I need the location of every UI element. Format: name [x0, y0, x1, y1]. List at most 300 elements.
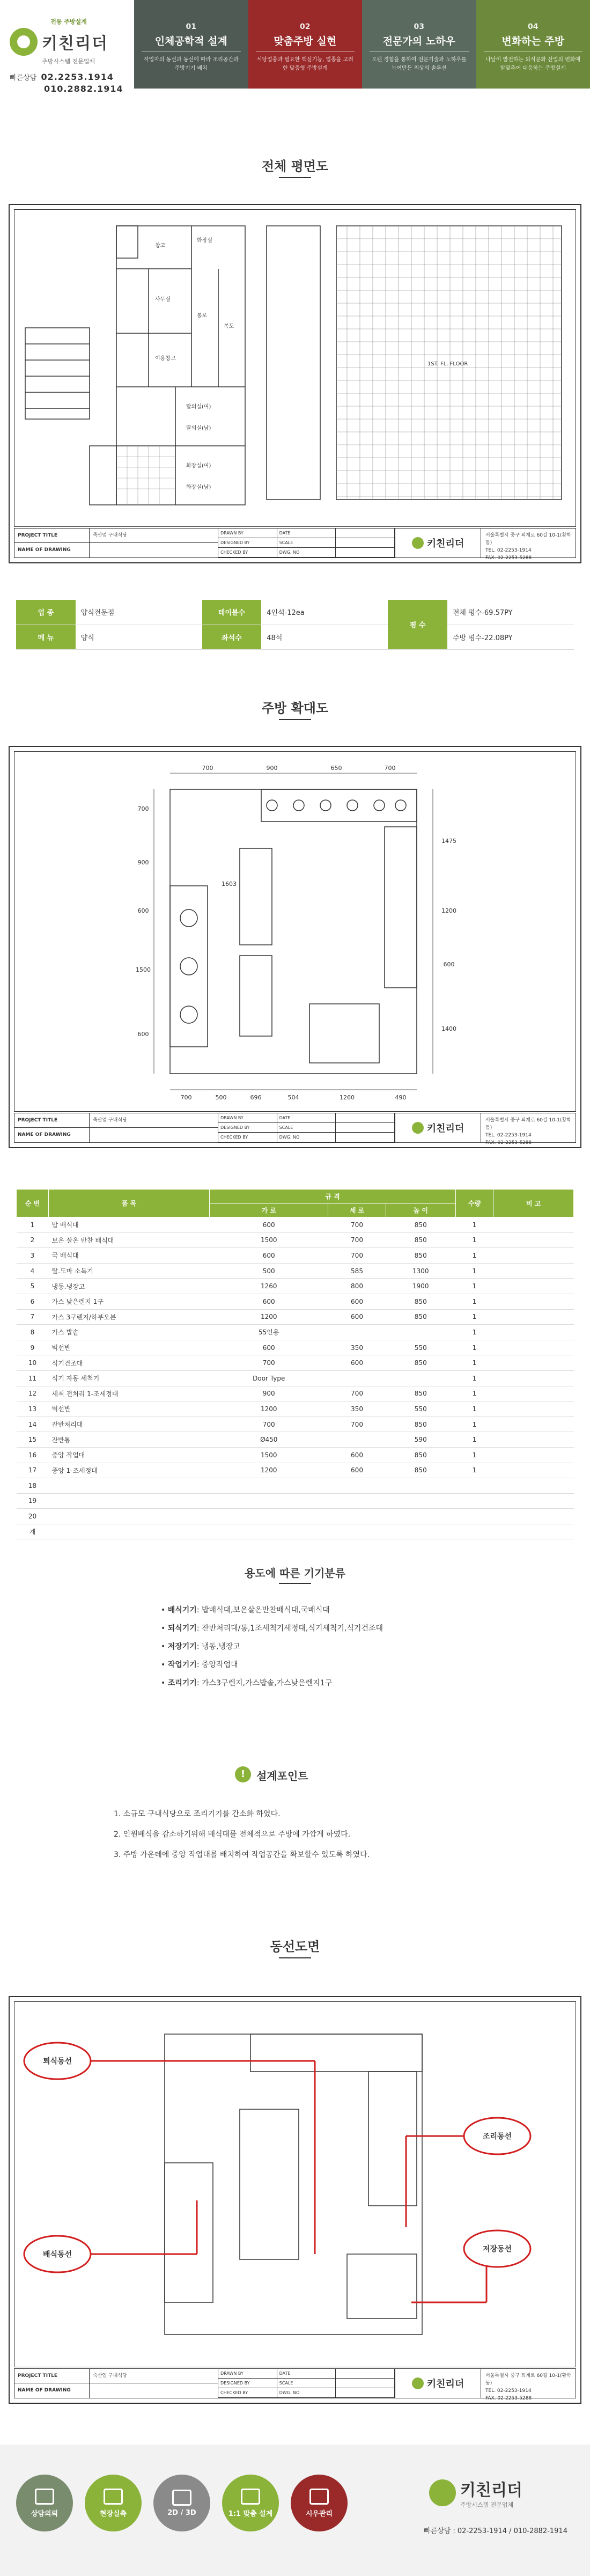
use-label: 작업기기 — [167, 1661, 197, 1669]
cell-h: 590 — [386, 1432, 455, 1448]
panel-title: 맞춤주방 실현 — [256, 33, 355, 52]
cell-q: 1 — [456, 1263, 493, 1279]
room-label: 이용창고 — [155, 356, 176, 362]
cell-note — [493, 1432, 574, 1448]
tb-address: 서울특별시 중구 퇴계로 60길 10-1(황학동) — [485, 533, 571, 546]
cell-name: 밥 배식대 — [49, 1217, 210, 1233]
dim-label: 504 — [287, 1094, 299, 1101]
room-label: 탈의실(여) — [186, 404, 211, 410]
dim-label: 900 — [137, 859, 149, 866]
cell-d: 600 — [328, 1294, 386, 1309]
list-item: • 되식기기: 잔반처리대/통,1조세척기세정대,식기세척기,식기건조대 — [161, 1624, 384, 1633]
room-label: 사무실 — [155, 297, 171, 303]
brand-logo[interactable] — [10, 28, 128, 56]
table-row — [17, 1232, 574, 1248]
cell-q: 1 — [456, 1386, 493, 1401]
cell-q: 1 — [456, 1217, 493, 1233]
cell-note — [493, 1401, 574, 1417]
cell-no: 10 — [17, 1355, 49, 1371]
table-row — [17, 1309, 574, 1325]
flow-label-storage: 저장동선 — [482, 2245, 512, 2254]
kitchen-drawing — [9, 746, 581, 1148]
cell-no: 6 — [17, 1294, 49, 1309]
footer-brand-name: 키친리더 — [460, 2481, 522, 2500]
step-icon — [172, 2490, 191, 2506]
title-underline — [279, 177, 311, 178]
cell-note — [493, 1524, 574, 1539]
cell-w: 55인용 — [210, 1325, 328, 1340]
table-row — [17, 1478, 574, 1494]
kitchen-svg — [14, 752, 577, 1109]
title-underline — [279, 719, 311, 720]
cell-w: 1500 — [210, 1447, 328, 1463]
tb-cell: DESIGNED BY — [218, 2379, 277, 2388]
tb-brand: 키친리더 — [426, 538, 464, 549]
col-no: 순 번 — [17, 1190, 49, 1217]
cell-h — [386, 1493, 455, 1509]
process-step[interactable] — [222, 2475, 279, 2531]
use-text: : 중앙작업대 — [196, 1661, 238, 1669]
logo-mark-icon — [429, 2479, 456, 2506]
info-label: 테이블수 — [202, 600, 262, 625]
cell-w: Door Type — [210, 1370, 328, 1386]
panel-text: 작업자의 동선과 동선에 따라 조리공간과 주방기기 배치 — [143, 57, 239, 71]
list-item: 1. 소규모 구내식당으로 조리기기를 간소화 하였다. — [114, 1810, 281, 1818]
cell-d: 700 — [328, 1417, 386, 1432]
info-value: 48석 — [261, 625, 388, 649]
floor-plan-drawing — [9, 204, 581, 563]
table-row — [17, 1325, 574, 1340]
dim-label: 490 — [395, 1094, 407, 1101]
tb-cell: DRAWN BY — [218, 2369, 277, 2379]
dim-label: 650 — [330, 765, 342, 772]
uses-list — [161, 1601, 536, 1692]
feature-panels — [134, 0, 590, 89]
cell-no: 계 — [17, 1524, 49, 1539]
tb-cell: DRAWN BY — [218, 1113, 277, 1123]
cell-h: 1900 — [386, 1279, 455, 1294]
dim-label: 1400 — [441, 1025, 456, 1032]
feature-panel-1 — [134, 0, 248, 89]
cell-note — [493, 1370, 574, 1386]
cell-name — [49, 1524, 210, 1539]
dim-label: 700 — [180, 1094, 192, 1101]
use-label: 배식기기 — [167, 1606, 197, 1614]
flow-section-title: 동선도면 — [270, 1939, 320, 1954]
cell-d — [328, 1325, 386, 1340]
cell-d: 700 — [328, 1217, 386, 1233]
step-icon — [241, 2489, 260, 2505]
cell-note — [493, 1325, 574, 1340]
plan-section-title: 전체 평면도 — [261, 159, 329, 174]
cell-note — [493, 1232, 574, 1248]
cell-q — [456, 1524, 493, 1539]
table-row — [17, 1386, 574, 1401]
cell-q: 1 — [456, 1248, 493, 1264]
page-header — [0, 0, 590, 94]
room-label: 창고 — [155, 243, 166, 249]
cell-d: 700 — [328, 1386, 386, 1401]
brand-subtitle: 주방시스템 전문업체 — [42, 58, 95, 65]
cell-w: 700 — [210, 1417, 328, 1432]
cell-h: 550 — [386, 1401, 455, 1417]
cell-h: 1300 — [386, 1263, 455, 1279]
list-item: • 조리기기: 가스3구렌지,가스밥솥,가스낮은렌지1구 — [161, 1679, 333, 1687]
col-spec: 규 격 — [210, 1190, 456, 1203]
cell-q — [456, 1509, 493, 1524]
table-row — [17, 1401, 574, 1417]
cell-no: 15 — [17, 1432, 49, 1448]
cell-w — [210, 1493, 328, 1509]
flow-drawing — [9, 1996, 581, 2404]
cell-d: 600 — [328, 1309, 386, 1325]
cell-no: 3 — [17, 1248, 49, 1264]
process-step[interactable] — [153, 2475, 210, 2531]
cell-d — [328, 1370, 386, 1386]
list-item: • 저장기기: 냉동,냉장고 — [161, 1642, 241, 1651]
flow-label-cook: 조리동선 — [482, 2132, 512, 2141]
feature-panel-3 — [362, 0, 476, 89]
cell-d: 600 — [328, 1447, 386, 1463]
tb-cell: CHECKED BY — [218, 1133, 277, 1142]
cell-no: 5 — [17, 1279, 49, 1294]
tb-fax: FAX. 02-2253-5288 — [485, 1140, 532, 1146]
cell-q: 1 — [456, 1340, 493, 1355]
dim-label: 600 — [137, 1031, 149, 1038]
tb-cell: DATE — [277, 1113, 336, 1123]
step-label: 상담의뢰 — [31, 2509, 58, 2518]
tb-drawing-label: NAME OF DRAWING — [18, 1132, 71, 1137]
cell-note — [493, 1417, 574, 1432]
tb-drawing-label: NAME OF DRAWING — [18, 547, 71, 553]
cell-h: 850 — [386, 1386, 455, 1401]
cell-w: 1200 — [210, 1309, 328, 1325]
dim-label: 700 — [384, 765, 396, 772]
cell-w: 600 — [210, 1217, 328, 1233]
cell-note — [493, 1493, 574, 1509]
process-step[interactable] — [291, 2475, 348, 2531]
cell-name: 국 배식대 — [49, 1248, 210, 1264]
drawing-area — [14, 2001, 576, 2367]
title-block — [14, 1113, 576, 1146]
table-row — [17, 1217, 574, 1233]
panel-number: 04 — [528, 23, 539, 31]
cell-note — [493, 1509, 574, 1524]
panel-text: 식당업종과 필요한 핵심기능, 업종을 고려한 맞춤형 주방설계 — [256, 57, 353, 71]
footer-contact[interactable]: 빠른상담 : 02-2253-1914 / 010-2882-1914 — [424, 2527, 567, 2535]
flow-svg — [14, 2002, 577, 2365]
page-footer — [0, 2445, 590, 2576]
process-step[interactable] — [85, 2475, 142, 2531]
cell-d: 700 — [328, 1232, 386, 1248]
tb-brand: 키친리더 — [426, 1123, 464, 1134]
cell-name: 가스 3구렌지/하부오븐 — [49, 1309, 210, 1325]
tb-project-label: PROJECT TITLE — [14, 529, 89, 543]
cell-name: 가스 밥솥 — [49, 1325, 210, 1340]
business-info-table — [16, 600, 574, 650]
tb-address: 서울특별시 중구 퇴계로 60길 10-1(황학동) — [485, 1118, 571, 1131]
col-depth: 세 로 — [328, 1203, 386, 1217]
step-icon — [35, 2489, 54, 2505]
cell-name: 벽선반 — [49, 1340, 210, 1355]
dim-label: 1260 — [340, 1094, 355, 1101]
cell-q — [456, 1478, 493, 1494]
cell-w — [210, 1478, 328, 1494]
feature-panel-4 — [476, 0, 590, 89]
logo-mark-icon — [412, 1122, 424, 1134]
cell-d: 800 — [328, 1279, 386, 1294]
cell-w: 1200 — [210, 1463, 328, 1478]
cell-note — [493, 1263, 574, 1279]
cell-q: 1 — [456, 1355, 493, 1371]
list-item: 3. 주방 가운데에 중앙 작업대를 배치하여 작업공간을 확보할수 있도록 하였다. — [114, 1851, 370, 1859]
dim-label: 700 — [137, 805, 149, 812]
tb-project-label: PROJECT TITLE — [14, 2369, 89, 2383]
tb-tel: TEL. 02-2253-1914 — [485, 548, 532, 553]
cell-d — [328, 1493, 386, 1509]
cell-h — [386, 1325, 455, 1340]
step-label: 현장실측 — [99, 2509, 127, 2518]
open-space-label: 1ST. FL. FLOOR — [427, 361, 468, 367]
use-text: : 밥배식대,보온살온반찬배식대,국배식대 — [196, 1606, 330, 1614]
cell-note — [493, 1340, 574, 1355]
kitchen-section-title: 주방 확대도 — [261, 701, 329, 716]
step-label: 시우관리 — [305, 2509, 333, 2518]
cell-h: 850 — [386, 1309, 455, 1325]
table-row — [17, 1370, 574, 1386]
tb-cell: CHECKED BY — [218, 2388, 277, 2398]
cell-name: 보온 살온 반찬 배식대 — [49, 1232, 210, 1248]
panel-number: 03 — [414, 23, 424, 31]
dim-label: 1603 — [222, 880, 237, 887]
cell-name: 식기 자동 세척기 — [49, 1370, 210, 1386]
cell-no: 19 — [17, 1493, 49, 1509]
cell-no: 18 — [17, 1478, 49, 1494]
step-label: 1:1 맞춤 설계 — [228, 2509, 273, 2518]
cell-note — [493, 1463, 574, 1478]
cell-name — [49, 1478, 210, 1494]
panel-number: 01 — [186, 23, 196, 31]
cell-no: 9 — [17, 1340, 49, 1355]
cell-name: 가스 낮은렌지 1구 — [49, 1294, 210, 1309]
cell-d: 585 — [328, 1263, 386, 1279]
dim-label: 900 — [266, 765, 278, 772]
cell-h: 850 — [386, 1417, 455, 1432]
cell-d: 350 — [328, 1401, 386, 1417]
panel-text: 오랜 경험을 통하여 전문기술과 노하우를 녹여만든 최상의 솔루션 — [371, 57, 467, 71]
panel-title: 변화하는 주방 — [484, 33, 583, 52]
use-text: : 잔반처리대/통,1조세척기세정대,식기세척기,식기건조대 — [196, 1624, 384, 1633]
cell-note — [493, 1294, 574, 1309]
cell-w — [210, 1524, 328, 1539]
tb-project-label: PROJECT TITLE — [14, 1113, 89, 1128]
points-section-title: 설계포인트 — [256, 1770, 308, 1782]
cell-no: 17 — [17, 1463, 49, 1478]
cell-d: 600 — [328, 1355, 386, 1371]
use-label: 되식기기 — [167, 1624, 197, 1633]
flow-label-serve: 배식동선 — [42, 2250, 72, 2259]
col-note: 비 고 — [493, 1190, 574, 1217]
logo-mark-icon — [412, 537, 424, 549]
contact-phone-2[interactable]: 010.2882.1914 — [44, 84, 123, 94]
panel-title: 전문가의 노하우 — [370, 33, 469, 52]
cell-w: 500 — [210, 1263, 328, 1279]
cell-no: 11 — [17, 1370, 49, 1386]
tb-cell: DWG. NO — [277, 2388, 336, 2398]
cell-d: 700 — [328, 1248, 386, 1264]
room-label: 탈의실(남) — [186, 425, 211, 431]
cell-q: 1 — [456, 1370, 493, 1386]
cell-w: 900 — [210, 1386, 328, 1401]
cell-w: 600 — [210, 1294, 328, 1309]
dim-label: 700 — [202, 765, 213, 772]
tb-tel: TEL. 02-2253-1914 — [485, 2388, 532, 2394]
cell-w: 600 — [210, 1340, 328, 1355]
cell-note — [493, 1355, 574, 1371]
cell-q: 1 — [456, 1417, 493, 1432]
cell-name: 벽선반 — [49, 1401, 210, 1417]
cell-note — [493, 1386, 574, 1401]
room-label: 복도 — [224, 324, 234, 329]
cell-q: 1 — [456, 1279, 493, 1294]
tb-cell: DRAWN BY — [218, 529, 277, 538]
col-qty: 수량 — [456, 1190, 493, 1217]
list-item: 2. 인원배식을 감소하기위해 배식대를 전체적으로 주방에 가깝게 하였다. — [114, 1830, 351, 1839]
table-row — [17, 1417, 574, 1432]
cell-h: 850 — [386, 1447, 455, 1463]
cell-name: 냉동.냉장고 — [49, 1279, 210, 1294]
tb-project-value: 죽산업 구내식당 — [90, 1113, 218, 1128]
contact-block — [10, 72, 128, 96]
cell-h: 550 — [386, 1340, 455, 1355]
table-row — [17, 1279, 574, 1294]
dim-label: 500 — [215, 1094, 227, 1101]
step-label: 2D / 3D — [167, 2508, 196, 2517]
table-row — [17, 1447, 574, 1463]
flow-label-return: 퇴식동선 — [42, 2057, 72, 2066]
cell-name: 식기건조대 — [49, 1355, 210, 1371]
use-label: 저장기기 — [167, 1642, 197, 1651]
cell-name — [49, 1509, 210, 1524]
cell-name: 잔반처리대 — [49, 1417, 210, 1432]
cell-d: 600 — [328, 1463, 386, 1478]
cell-h: 850 — [386, 1232, 455, 1248]
room-label: 화장실(남) — [186, 485, 211, 490]
dim-label: 600 — [443, 961, 455, 968]
room-label: 화장실(여) — [186, 463, 211, 469]
logo-mark-icon — [412, 2377, 424, 2389]
cell-note — [493, 1309, 574, 1325]
cell-note — [493, 1279, 574, 1294]
tb-cell: CHECKED BY — [218, 548, 277, 557]
cell-q — [456, 1493, 493, 1509]
table-row — [17, 1524, 574, 1539]
footer-brand-sub: 주방시스템 전문업체 — [460, 2501, 514, 2508]
cell-no: 1 — [17, 1217, 49, 1233]
cell-w: Ø450 — [210, 1432, 328, 1448]
drawing-area — [14, 209, 576, 527]
cell-q: 1 — [456, 1294, 493, 1309]
cell-no: 2 — [17, 1232, 49, 1248]
uses-section-title: 용도에 따른 기기분류 — [245, 1567, 345, 1580]
panel-number: 02 — [300, 23, 311, 31]
panel-title: 인체공학적 설계 — [142, 33, 241, 52]
table-row — [17, 1248, 574, 1264]
col-height: 높 이 — [386, 1203, 455, 1217]
cell-w: 1260 — [210, 1279, 328, 1294]
table-row — [17, 1355, 574, 1371]
panel-text: 나날이 발전하는 외식문화 산업의 변화에 발맞추어 대응하는 주방설계 — [485, 57, 581, 71]
info-label: 좌석수 — [202, 625, 262, 649]
cell-h: 850 — [386, 1294, 455, 1309]
cell-q: 1 — [456, 1232, 493, 1248]
tb-project-value: 죽산업 구내식당 — [90, 2369, 218, 2383]
cell-h — [386, 1478, 455, 1494]
col-name: 품 목 — [49, 1190, 210, 1217]
cell-d — [328, 1524, 386, 1539]
cell-no: 12 — [17, 1386, 49, 1401]
info-value: 4인석-12ea — [261, 600, 388, 625]
brand-block — [10, 17, 128, 96]
cell-no: 7 — [17, 1309, 49, 1325]
cell-h: 850 — [386, 1248, 455, 1264]
cell-w: 700 — [210, 1355, 328, 1371]
cell-no: 13 — [17, 1401, 49, 1417]
cell-note — [493, 1478, 574, 1494]
footer-brand[interactable] — [429, 2477, 522, 2509]
cell-d — [328, 1478, 386, 1494]
cell-q: 1 — [456, 1401, 493, 1417]
tb-cell: DATE — [277, 529, 336, 538]
room-label: 화장실 — [197, 238, 212, 244]
cell-name — [49, 1493, 210, 1509]
dim-label: 1475 — [441, 838, 456, 845]
tb-cell: DESIGNED BY — [218, 1123, 277, 1133]
cell-no: 8 — [17, 1325, 49, 1340]
tb-tel: TEL. 02-2253-1914 — [485, 1133, 532, 1138]
contact-phone-1[interactable]: 02.2253.1914 — [41, 72, 114, 82]
cell-no: 14 — [17, 1417, 49, 1432]
floor-plan-svg — [14, 210, 577, 524]
contact-label: 빠른상담 — [10, 74, 37, 82]
cell-q: 1 — [456, 1309, 493, 1325]
title-underline — [279, 1957, 311, 1958]
tb-cell: DATE — [277, 2369, 336, 2379]
cell-no: 20 — [17, 1509, 49, 1524]
dim-label: 1500 — [136, 966, 151, 973]
tb-cell: DWG. NO — [277, 548, 336, 557]
list-item: • 작업기기: 중앙작업대 — [161, 1661, 238, 1669]
cell-note — [493, 1447, 574, 1463]
tb-address: 서울특별시 중구 퇴계로 60길 10-1(황학동) — [485, 2373, 571, 2386]
title-block — [14, 528, 576, 561]
cell-h: 850 — [386, 1463, 455, 1478]
cell-name: 탈.도마 소독기 — [49, 1263, 210, 1279]
cell-h — [386, 1509, 455, 1524]
equipment-table — [16, 1189, 574, 1539]
table-row — [17, 1493, 574, 1509]
col-width: 가 로 — [210, 1203, 328, 1217]
title-block — [14, 2368, 576, 2401]
tb-cell: SCALE — [277, 538, 336, 548]
drawing-area — [14, 751, 576, 1112]
process-step[interactable] — [16, 2475, 73, 2531]
points-list — [114, 1804, 521, 1865]
cell-w: 1200 — [210, 1401, 328, 1417]
cell-q: 1 — [456, 1447, 493, 1463]
cell-no: 16 — [17, 1447, 49, 1463]
cell-w — [210, 1509, 328, 1524]
